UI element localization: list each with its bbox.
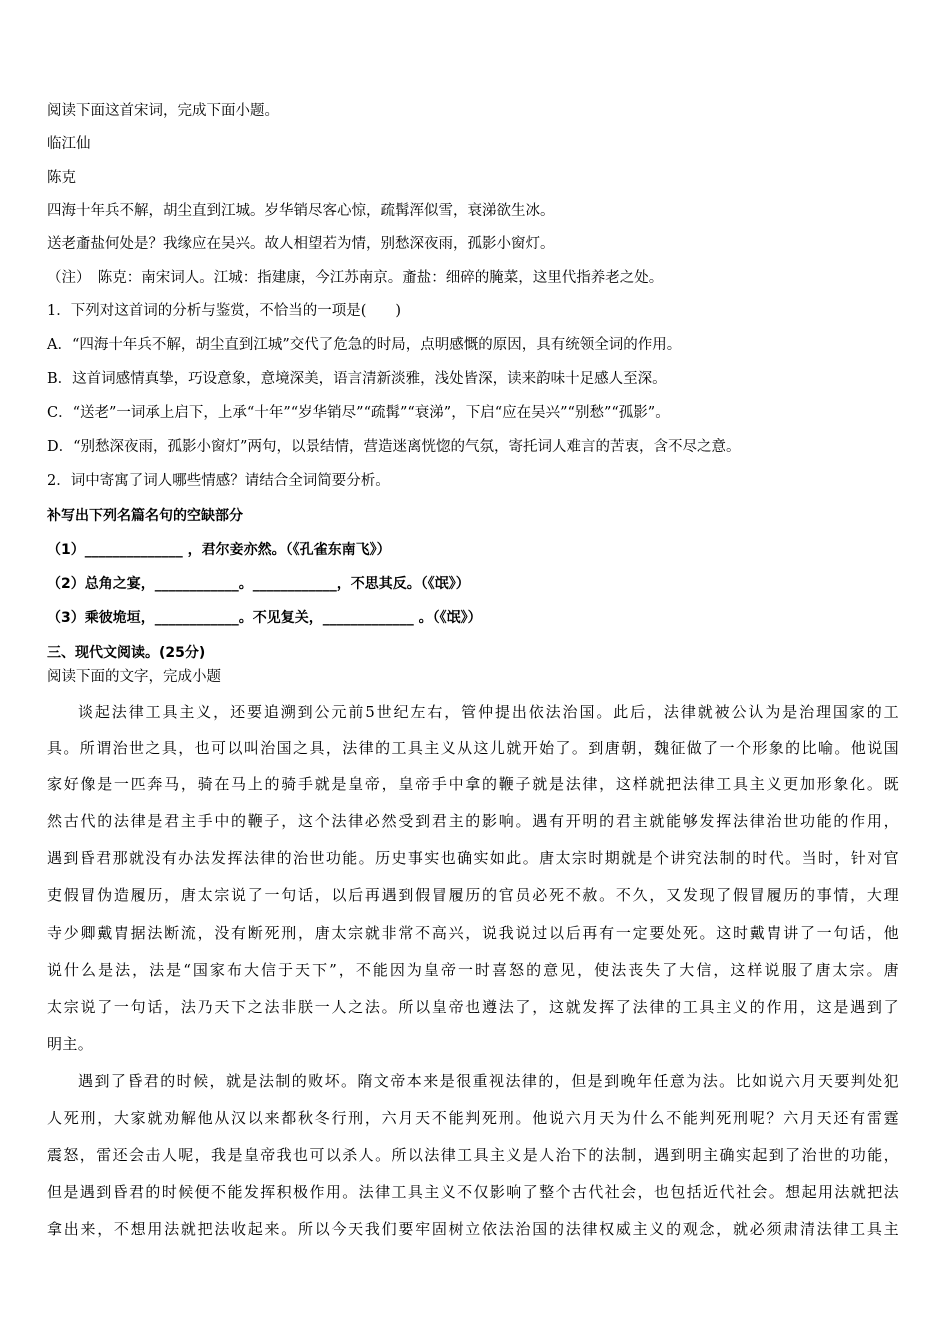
fill-item-3: （3）乘彼垝垣，____________。不见复关，_____________ 。（《氓》） (47, 610, 482, 626)
paragraph-line: 明主。 (47, 1035, 94, 1053)
question-1-option-a: A．“四海十年兵不解，胡尘直到江城”交代了危急的时局，点明感慨的原因，具有统领全词的作用。 (47, 337, 682, 353)
poem-verse-1: 四海十年兵不解，胡尘直到江城。岁华销尽客心惊，疏髯浑似雪，衰涕欲生冰。 (47, 203, 555, 219)
paragraph-line: 遇到昏君那就没有办法发挥法律的治世功能。历史事实也确实如此。唐太宗时期就是个讲究法制的时代。当时，针对官 (47, 849, 899, 867)
paragraph-line: 吏假冒伪造履历，唐太宗说了一句话，以后再遇到假冒履历的官员必死不赦。不久，又发现了假冒履历的事情，大理 (47, 886, 899, 904)
reading-instruction: 阅读下面的文字，完成小题 (47, 669, 221, 685)
poem-title: 临江仙 (47, 136, 91, 152)
paragraph-line: 震怒，雷还会击人呢，我是皇帝我也可以杀人。所以法律工具主义是人治下的法制，遇到明主确实起到了治世的功能， (47, 1146, 899, 1164)
fill-item-1: （1）______________ ，君尔妾亦然。（《孔雀东南飞》） (47, 542, 391, 558)
paragraph-line: 寺少卿戴胄据法断流，没有断死刑，唐太宗就非常不高兴，说我说过以后再有一定要处死。这时戴胄讲了一句话，他 (47, 924, 899, 942)
poem-verse-2: 送老齑盐何处是？我缘应在吴兴。故人相望若为情，别愁深夜雨，孤影小窗灯。 (47, 236, 555, 252)
paragraph-line: 拿出来，不想用法就把法收起来。所以今天我们要牢固树立依法治国的法律权威主义的观念，就必须肃清法律工具主 (47, 1220, 899, 1238)
question-1: 1．下列对这首词的分析与鉴赏，不恰当的一项是( ) (47, 303, 402, 319)
paragraph-line: 遇到了昏君的时候，就是法制的败坏。隋文帝本来是很重视法律的，但是到晚年任意为法。比如说六月天要判处犯 (78, 1072, 899, 1090)
question-1-option-c: C．“送老”一词承上启下，上承“十年”“岁华销尽”“疏髯”“衰涕”，下启“应在吴兴”“别愁”“孤影”。 (47, 405, 670, 421)
paragraph-line: 说什么是法，法是“国家布大信于天下”，不能因为皇帝一时喜怒的意见，使法丧失了大信，这样说服了唐太宗。唐 (47, 961, 899, 979)
poem-author: 陈克 (47, 170, 76, 186)
poem-instruction: 阅读下面这首宋词，完成下面小题。 (47, 103, 279, 119)
paragraph-line: 然古代的法律是君主手中的鞭子，这个法律必然受到君主的影响。遇有开明的君主就能够发挥法律治世功能的作用， (47, 812, 899, 830)
paragraph-line: 人死刑，大家就劝解他从汉以来都秋冬行刑，六月天不能判死刑。他说六月天为什么不能判死刑呢？六月天还有雷霆 (47, 1109, 899, 1127)
fill-item-2: （2）总角之宴，____________。____________，不思其反。（《氓》） (47, 576, 470, 592)
poem-note: （注） 陈克：南宋词人。江城：指建康，今江苏南京。齑盐：细碎的腌菜，这里代指养老之处。 (47, 270, 664, 286)
question-1-option-d: D．“别愁深夜雨，孤影小窗灯”两句，以景结情，营造迷离恍惚的气氛，寄托词人难言的苦衷，含不尽之意。 (47, 439, 741, 455)
paragraph-line: 具。所谓治世之具，也可以叫治国之具，法律的工具主义从这儿就开始了。到唐朝，魏征做了一个形象的比喻。他说国 (47, 739, 899, 757)
paragraph-line: 太宗说了一句话，法乃天下之法非朕一人之法。所以皇帝也遵法了，这就发挥了法律的工具主义的作用，这是遇到了 (47, 998, 899, 1016)
reading-section-heading: 三、现代文阅读。(25分) (47, 645, 206, 661)
question-1-option-b: B．这首词感情真挚，巧设意象，意境深美，语言清新淡雅，浅处皆深，读来韵味十足感人至深。 (47, 371, 667, 387)
paragraph-line: 谈起法律工具主义，还要追溯到公元前5世纪左右，管仲提出依法治国。此后，法律就被公认为是治理国家的工 (78, 703, 899, 721)
question-2: 2．词中寄寓了词人哪些情感？请结合全词简要分析。 (47, 473, 390, 489)
fill-section-heading: 补写出下列名篇名句的空缺部分 (47, 508, 243, 524)
paragraph-line: 但是遇到昏君的时候便不能发挥积极作用。法律工具主义不仅影响了整个古代社会，也包括近代社会。想起用法就把法 (47, 1183, 899, 1201)
paragraph-line: 家好像是一匹奔马，骑在马上的骑手就是皇帝，皇帝手中拿的鞭子就是法律，这样就把法律工具主义更加形象化。既 (47, 775, 899, 793)
